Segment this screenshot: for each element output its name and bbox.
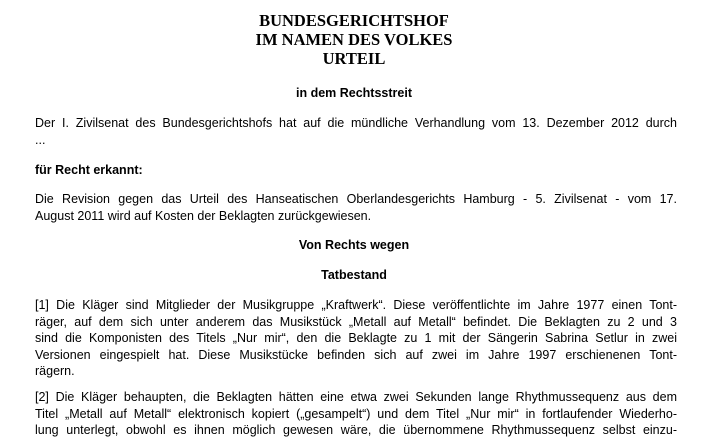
judgment-title: URTEIL	[322, 49, 386, 68]
tatbestand-heading: Tatbestand	[321, 268, 387, 282]
fuer-recht-erkannt: für Recht erkannt:	[35, 163, 143, 177]
text-line: sind die Komponisten des Titels „Nur mir“, den die Beklagte zu 1 mit der Sängerin Sabrina Setlur in zwei	[35, 331, 677, 345]
in-dem-rechtsstreit: in dem Rechtsstreit	[295, 86, 412, 100]
text-line: [1] Die Kläger sind Mitglieder der Musikgruppe „Kraftwerk“. Diese veröffentlichte im Jahre 1977 einen Tont-	[35, 298, 677, 312]
text-line: lung unterlegt, obwohl es ihnen möglich gewesen wäre, die übernommene Rhythmussequenz selbst einzu-	[35, 423, 677, 437]
intro-paragraph	[35, 115, 677, 148]
text-line: Titel „Metall auf Metall“ elektronisch kopiert („gesampelt“) und dem Titel „Nur mir“ in fortlaufender Wiederho-	[35, 406, 677, 421]
decision-paragraph	[35, 191, 677, 224]
text-line: August 2011 wird auf Kosten der Beklagten zurückgewiesen.	[35, 208, 372, 223]
text-line: Versionen eingespielt hat. Diese Musikstücke befinden sich auf zwei im Jahre 1997 erschienenen Tont-	[35, 347, 677, 362]
court-title: BUNDESGERICHTSHOF	[259, 11, 449, 30]
text-line: rägern.	[35, 364, 75, 378]
text-line: Die Revision gegen das Urteil des Hanseatischen Oberlandesgerichts Hamburg - 5. Zivilsenat - vom 17.	[35, 192, 677, 206]
court-subtitle: IM NAMEN DES VOLKES	[255, 30, 453, 49]
paragraph-2	[35, 389, 677, 439]
paragraph-1	[35, 297, 677, 380]
text-line: räger, auf dem sich unter anderem das Musikstück „Metall auf Metall“ befindet. Die Beklagten zu 2 und 3	[35, 314, 677, 329]
text-line: Der I. Zivilsenat des Bundesgerichtshofs hat auf die mündliche Verhandlung vom 13. Dezember 2012 durch	[35, 116, 677, 130]
von-rechts-wegen: Von Rechts wegen	[298, 238, 410, 252]
text-line: ...	[35, 132, 46, 147]
text-line: [2] Die Kläger behaupten, die Beklagten hätten eine etwa zwei Sekunden lange Rhythmussequenz aus dem	[35, 390, 677, 404]
